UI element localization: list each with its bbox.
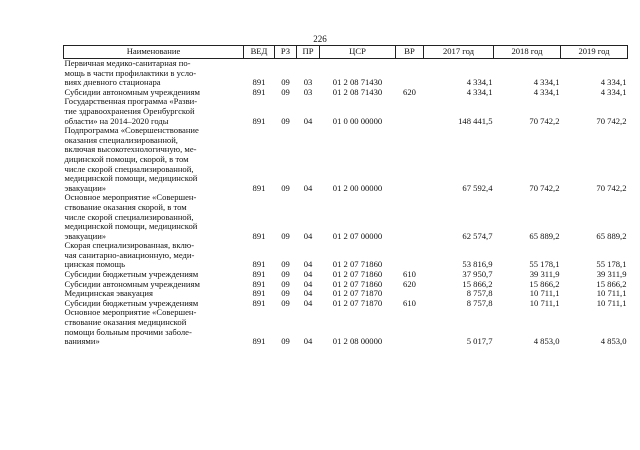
cell-name-line: включая высокотехнологичную, ме- <box>64 144 197 155</box>
cell-y2019: 4 853,0 <box>600 336 627 347</box>
cell-name <box>64 126 244 193</box>
cell-name-line: виях дневного стационара <box>64 77 161 88</box>
cell-vr <box>396 59 424 88</box>
cell-name <box>64 308 244 346</box>
cell-ved: 891 <box>252 289 266 299</box>
cell-csr: 01 2 08 00000 <box>332 336 383 347</box>
cell-pr: 04 <box>303 182 313 193</box>
cell-y2018: 15 866,2 <box>529 279 560 289</box>
cell-y2017: 15 866,2 <box>462 279 493 289</box>
cell-name <box>64 270 244 280</box>
cell-vr <box>396 126 424 193</box>
cell-y2018: 4 334,1 <box>533 77 560 88</box>
cell-y2018: 4 853,0 <box>533 336 560 347</box>
cell-y2017: 8 757,8 <box>466 298 493 308</box>
cell-name-line: Субсидии автономным учреждениям <box>64 279 200 289</box>
cell-y2017: 37 950,7 <box>462 270 493 280</box>
cell-name <box>64 59 244 88</box>
cell-pr: 04 <box>303 298 313 308</box>
cell-vr <box>396 97 424 126</box>
cell-csr: 01 2 07 71860 <box>332 259 383 270</box>
col-header-rz: РЗ <box>275 46 297 59</box>
col-header-pr: ПР <box>297 46 320 59</box>
table-body <box>64 59 628 347</box>
cell-y2019: 4 334,1 <box>600 77 627 88</box>
cell-y2019: 10 711,1 <box>596 298 627 308</box>
cell-ved: 891 <box>252 115 266 126</box>
cell-name <box>64 97 244 126</box>
cell-name-line: эвакуации» <box>64 182 107 193</box>
cell-rz: 09 <box>281 87 290 97</box>
col-header-vr: ВР <box>396 46 424 59</box>
cell-vr <box>396 289 424 299</box>
col-header-2019: 2019 год <box>561 46 628 59</box>
cell-vr <box>396 193 424 241</box>
cell-pr: 04 <box>303 279 313 289</box>
cell-name-line: медицинской помощи, медицинской <box>64 173 198 184</box>
cell-ved: 891 <box>252 270 266 280</box>
cell-y2019: 15 866,2 <box>596 279 627 289</box>
cell-ved: 891 <box>252 259 266 270</box>
table-row <box>64 126 628 193</box>
cell-name-line: Субсидии бюджетным учреждениям <box>64 298 199 308</box>
col-header-2017: 2017 год <box>424 46 494 59</box>
cell-pr: 04 <box>303 259 313 270</box>
col-header-csr: ЦСР <box>320 46 396 59</box>
cell-name <box>64 289 244 299</box>
cell-name-line: Субсидии бюджетным учреждениям <box>64 270 199 280</box>
cell-csr: 01 2 07 71870 <box>332 289 383 299</box>
cell-y2018: 10 711,1 <box>529 289 560 299</box>
cell-vr: 620 <box>403 279 416 289</box>
cell-y2017: 5 017,7 <box>466 336 493 347</box>
cell-csr: 01 2 07 00000 <box>332 230 383 241</box>
table-row <box>64 270 628 280</box>
table-row <box>64 59 628 88</box>
cell-name-line: дицинской помощи, скорой, в том <box>64 153 189 164</box>
cell-y2019: 4 334,1 <box>600 87 627 97</box>
cell-name-line: цинская помощь <box>64 259 126 270</box>
cell-csr: 01 0 00 00000 <box>332 115 383 126</box>
table-row <box>64 299 628 309</box>
cell-name-line: медицинской помощи, медицинской <box>64 221 198 232</box>
cell-y2019: 70 742,2 <box>596 115 627 126</box>
cell-csr: 01 2 08 71430 <box>332 77 383 88</box>
table-header <box>64 46 628 59</box>
cell-rz: 09 <box>281 182 290 193</box>
cell-name-line: Государственная программа «Разви- <box>64 97 198 107</box>
cell-pr: 03 <box>303 77 313 88</box>
cell-name-line: Субсидии автономным учреждениям <box>64 87 200 97</box>
cell-y2018: 39 311,9 <box>529 270 560 280</box>
cell-y2019: 65 889,2 <box>596 230 627 241</box>
cell-name-line: Медицинская эвакуация <box>64 289 153 299</box>
budget-table <box>63 45 628 347</box>
cell-name-line: эвакуации» <box>64 230 107 241</box>
cell-y2017: 148 441,5 <box>458 115 493 126</box>
cell-y2018: 55 178,1 <box>529 259 560 270</box>
cell-y2018: 10 711,1 <box>529 298 560 308</box>
cell-y2019: 70 742,2 <box>596 182 627 193</box>
cell-name-line: Скорая специализированная, вклю- <box>64 241 195 251</box>
cell-name-line: мощь в части профилактики в усло- <box>64 67 197 78</box>
cell-name <box>64 299 244 309</box>
cell-ved: 891 <box>252 182 266 193</box>
cell-name-line: области» на 2014–2020 годы <box>64 115 169 126</box>
cell-ved: 891 <box>252 230 266 241</box>
cell-pr: 04 <box>303 115 313 126</box>
cell-name-line: чая санитарно-авиационную, меди- <box>64 249 195 260</box>
cell-ved: 891 <box>252 87 266 97</box>
cell-vr: 610 <box>403 298 416 308</box>
cell-name-line: помощи больным прочими заболе- <box>64 326 192 337</box>
table-row <box>64 88 628 98</box>
cell-ved: 891 <box>252 279 266 289</box>
table-row <box>64 289 628 299</box>
cell-name-line: числе скорой специализированной, <box>64 211 194 222</box>
cell-name-line: ваниями» <box>64 336 100 347</box>
cell-pr: 04 <box>303 289 313 299</box>
cell-name <box>64 280 244 290</box>
cell-y2019: 39 311,9 <box>596 270 627 280</box>
cell-y2018: 65 889,2 <box>529 230 560 241</box>
cell-ved: 891 <box>252 298 266 308</box>
cell-ved: 891 <box>252 77 266 88</box>
cell-rz: 09 <box>281 298 290 308</box>
col-header-name: Наименование <box>64 46 244 59</box>
cell-vr: 620 <box>403 87 416 97</box>
cell-vr <box>396 308 424 346</box>
cell-y2017: 62 574,7 <box>462 230 493 241</box>
cell-csr: 01 2 07 71870 <box>332 298 383 308</box>
table-row <box>64 97 628 126</box>
cell-y2017: 53 816,9 <box>462 259 493 270</box>
cell-rz: 09 <box>281 115 290 126</box>
cell-rz: 09 <box>281 77 290 88</box>
cell-name-line: Основное мероприятие «Совершен- <box>64 193 197 203</box>
cell-pr: 04 <box>303 230 313 241</box>
cell-csr: 01 2 07 71860 <box>332 270 383 280</box>
cell-name-line: Подпрограмма «Совершенствование <box>64 126 199 136</box>
cell-rz: 09 <box>281 259 290 270</box>
table-row <box>64 308 628 346</box>
cell-pr: 04 <box>303 336 313 347</box>
table-row <box>64 280 628 290</box>
cell-y2017: 4 334,1 <box>466 77 493 88</box>
cell-rz: 09 <box>281 289 290 299</box>
cell-csr: 01 2 00 00000 <box>332 182 383 193</box>
col-header-2018: 2018 год <box>494 46 561 59</box>
cell-name-line: Основное мероприятие «Совершен- <box>64 308 197 318</box>
cell-vr: 610 <box>403 270 416 280</box>
cell-name-line: ствование оказания медицинской <box>64 317 187 328</box>
cell-vr <box>396 241 424 270</box>
cell-rz: 09 <box>281 336 290 347</box>
cell-name-line: оказания специализированной, <box>64 134 178 145</box>
cell-ved: 891 <box>252 336 266 347</box>
cell-rz: 09 <box>281 230 290 241</box>
cell-csr: 01 2 07 71860 <box>332 279 383 289</box>
cell-name-line: ствование оказания скорой, в том <box>64 201 187 212</box>
cell-rz: 09 <box>281 270 290 280</box>
page-number: 226 <box>313 34 327 44</box>
cell-csr: 01 2 08 71430 <box>332 87 383 97</box>
header-row <box>64 46 628 59</box>
cell-name <box>64 193 244 241</box>
cell-name-line: тие здравоохранения Оренбургской <box>64 105 195 116</box>
cell-pr: 04 <box>303 270 313 280</box>
cell-rz: 09 <box>281 279 290 289</box>
table-row <box>64 193 628 241</box>
cell-name-line: Первичная медико-санитарная по- <box>64 58 191 68</box>
cell-y2017: 67 592,4 <box>462 182 493 193</box>
cell-y2017: 4 334,1 <box>466 87 493 97</box>
cell-pr: 03 <box>303 87 313 97</box>
cell-y2017: 8 757,8 <box>466 289 493 299</box>
cell-name-line: числе скорой специализированной, <box>64 163 194 174</box>
cell-y2019: 10 711,1 <box>596 289 627 299</box>
cell-name <box>64 88 244 98</box>
col-header-ved: ВЕД <box>244 46 275 59</box>
table-row <box>64 241 628 270</box>
cell-y2019: 55 178,1 <box>596 259 627 270</box>
cell-y2018: 70 742,2 <box>529 182 560 193</box>
cell-y2018: 70 742,2 <box>529 115 560 126</box>
cell-y2018: 4 334,1 <box>533 87 560 97</box>
cell-name <box>64 241 244 270</box>
